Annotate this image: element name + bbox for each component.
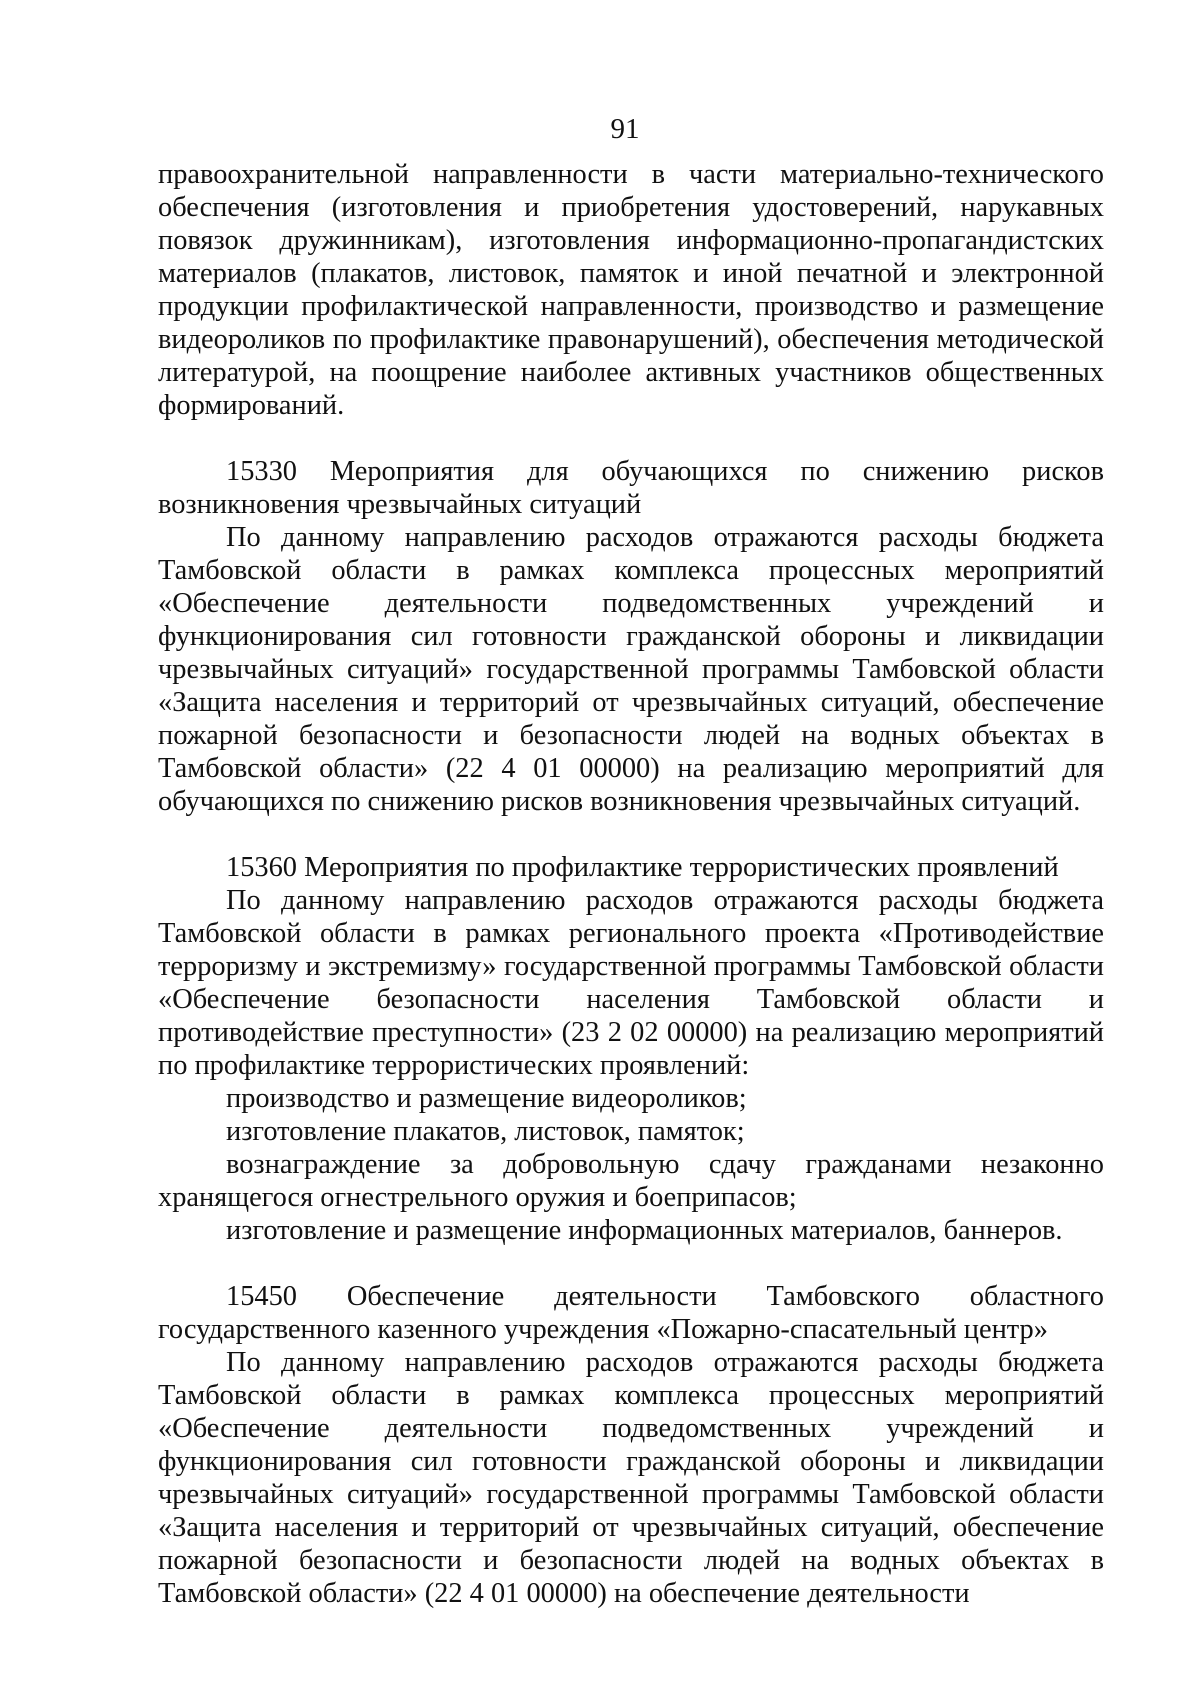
paragraph-15450: По данному направлению расходов отражаются расходы бюджета Тамбовской области в рамках комплекса процессных мероприятий «Обеспечение деятельности подведомственных учреждений и функционирования сил готовности гражданской обороны и ликвидации чрезвычайных ситуаций» государственной программы Тамбовской области «Защита населения и территорий от чрезвычайных ситуаций, обеспечение пожарной безопасности и безопасности людей на водных объектах в Тамбовской области» (22 4 01 00000) на обеспечение деятельности: [158, 1347, 1104, 1609]
section-spacer: [158, 818, 1104, 851]
section-heading-15330: 15330 Мероприятия для обучающихся по снижению рисков возникновения чрезвычайных ситуаций: [158, 456, 1104, 520]
list-item: вознаграждение за добровольную сдачу гражданами незаконно хранящегося огнестрельного оружия и боеприпасов;: [158, 1149, 1104, 1213]
paragraph-15360: По данному направлению расходов отражаются расходы бюджета Тамбовской области в рамках регионального проекта «Противодействие терроризму и экстремизму» государственной программы Тамбовской области «Обеспечение безопасности населения Тамбовской области и противодействие преступности» (23 2 02 00000) на реализацию мероприятий по профилактике террористических проявлений:: [158, 885, 1104, 1081]
list-item: изготовление плакатов, листовок, памяток;: [226, 1116, 745, 1147]
paragraph-15330: По данному направлению расходов отражаются расходы бюджета Тамбовской области в рамках комплекса процессных мероприятий «Обеспечение деятельности подведомственных учреждений и функционирования сил готовности гражданской обороны и ликвидации чрезвычайных ситуаций» государственной программы Тамбовской области «Защита населения и территорий от чрезвычайных ситуаций, обеспечение пожарной безопасности и безопасности людей на водных объектах в Тамбовской области» (22 4 01 00000) на реализацию мероприятий для обучающихся по снижению рисков возникновения чрезвычайных ситуаций.: [158, 522, 1104, 817]
section-heading-15360: 15360 Мероприятия по профилактике террористических проявлений: [226, 852, 1059, 883]
page-number: 91: [610, 113, 640, 145]
section-spacer: [158, 1247, 1104, 1280]
list-item: производство и размещение видеороликов;: [226, 1083, 747, 1114]
paragraph-continuation: правоохранительной направленности в части материально-технического обеспечения (изготовления и приобретения удостоверений, нарукавных повязок дружинникам), изготовления информационно-пропагандистских материалов (плакатов, листовок, памяток и иной печатной и электронной продукции профилактической направленности, производство и размещение видеороликов по профилактике правонарушений), обеспечения методической литературой, на поощрение наиболее активных участников общественных формирований.: [158, 159, 1104, 421]
document-body: [158, 158, 1104, 1610]
list-item: изготовление и размещение информационных материалов, баннеров.: [226, 1215, 1063, 1246]
section-spacer: [158, 422, 1104, 455]
section-heading-15450: 15450 Обеспечение деятельности Тамбовского областного государственного казенного учреждения «Пожарно-спасательный центр»: [158, 1281, 1104, 1345]
